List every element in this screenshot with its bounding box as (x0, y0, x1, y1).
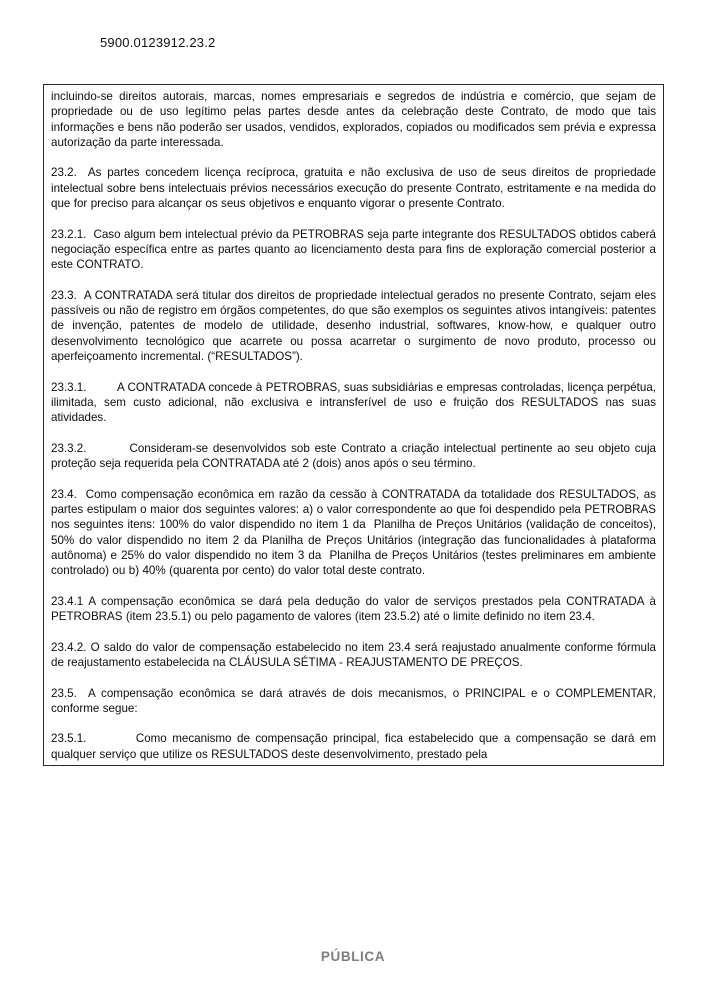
contract-text-box (43, 84, 664, 766)
contract-paragraph: 23.5. A compensação econômica se dará através de dois mecanismos, o PRINCIPAL e o COMPLEMENTAR, conforme segue: (51, 686, 656, 715)
contract-paragraph: 23.3. A CONTRATADA será titular dos direitos de propriedade intelectual gerados no presente Contrato, sejam eles passíveis ou não de registro em órgãos competentes, do que são exemplos os seguintes ativos intangíveis: patentes de invenção, patentes de modelo de utilidade, desenho industrial, softwares, know-how, e qualquer outro desenvolvimento tecnológico que acarrete ou possa acarretar o surgimento de novo produto, processo ou aperfeiçoamento incremental. (“RESULTADOS”). (51, 288, 656, 364)
contract-paragraph: 23.2. As partes concedem licença recíproca, gratuita e não exclusiva de uso de seus direitos de propriedade intelectual sobre bens intelectuais prévios necessários execução do presente Contrato, estritamente e na medida do que for preciso para alcançar os seus objetivos e enquanto vigorar o presente Contrato. (51, 166, 656, 211)
contract-paragraph: 23.4. Como compensação econômica em razão da cessão à CONTRATADA da totalidade dos RESULTADOS, as partes estipulam o maior dos seguintes valores: a) o valor correspondente ao que foi despendido pela PETROBRAS nos seguintes itens: 100% do valor dispendido no item 1 da Planilha de Preços Unitários (validação de conceitos), 50% do valor dispendido no item 2 da Planilha de Preços Unitários (integração das funcionalidades à plataforma autônoma) e 25% do valor dispendido no item 3 da Planilha de Preços Unitários (testes preliminares em ambiente controlado) ou b) 40% (quarenta por cento) do valor total deste contrato. (51, 487, 656, 578)
contract-paragraph: 23.3.2. Consideram-se desenvolvidos sob este Contrato a criação intelectual pertinente ao seu objeto cuja proteção seja requerida pela CONTRATADA até 2 (dois) anos após o seu término. (51, 441, 656, 471)
contract-paragraph: 23.5.1. Como mecanismo de compensação principal, fica estabelecido que a compensação se dará em qualquer serviço que utilize os RESULTADOS deste desenvolvimento, prestado pela (51, 732, 656, 761)
document-number: 5900.0123912.23.2 (100, 35, 216, 50)
contract-paragraph: 23.4.2. O saldo do valor de compensação estabelecido no item 23.4 será reajustado anualmente conforme fórmula de reajustamento estabelecida na CLÁUSULA SÉTIMA - REAJUSTAMENTO DE PREÇOS. (51, 640, 656, 669)
contract-paragraph: 23.3.1. A CONTRATADA concede à PETROBRAS, suas subsidiárias e empresas controladas, licença perpétua, ilimitada, sem custo adicional, não exclusiva e intransferível de uso e fruição dos RESULTADOS nas suas atividades. (51, 380, 656, 425)
contract-paragraph: 23.2.1. Caso algum bem intelectual prévio da PETROBRAS seja parte integrante dos RESULTADOS obtidos caberá negociação específica entre as partes quanto ao licenciamento desta para fins de exploração comercial posterior a este CONTRATO. (51, 227, 656, 272)
footer-classification-label: PÚBLICA (320, 949, 386, 964)
contract-paragraph: incluindo-se direitos autorais, marcas, nomes empresariais e segredos de indústria e comércio, que sejam de propriedade ou de uso legítimo pelas partes desde antes da celebração deste Contrato, de modo que tais informações e bens não poderão ser usados, vendidos, explorados, copiados ou modificados sem prévia e expressa autorização da parte interessada. (51, 90, 656, 149)
contract-paragraph: 23.4.1 A compensação econômica se dará pela dedução do valor de serviços prestados pela CONTRATADA à PETROBRAS (item 23.5.1) ou pelo pagamento de valores (item 23.5.2) até o limite definido no item 23.4. (51, 594, 656, 624)
